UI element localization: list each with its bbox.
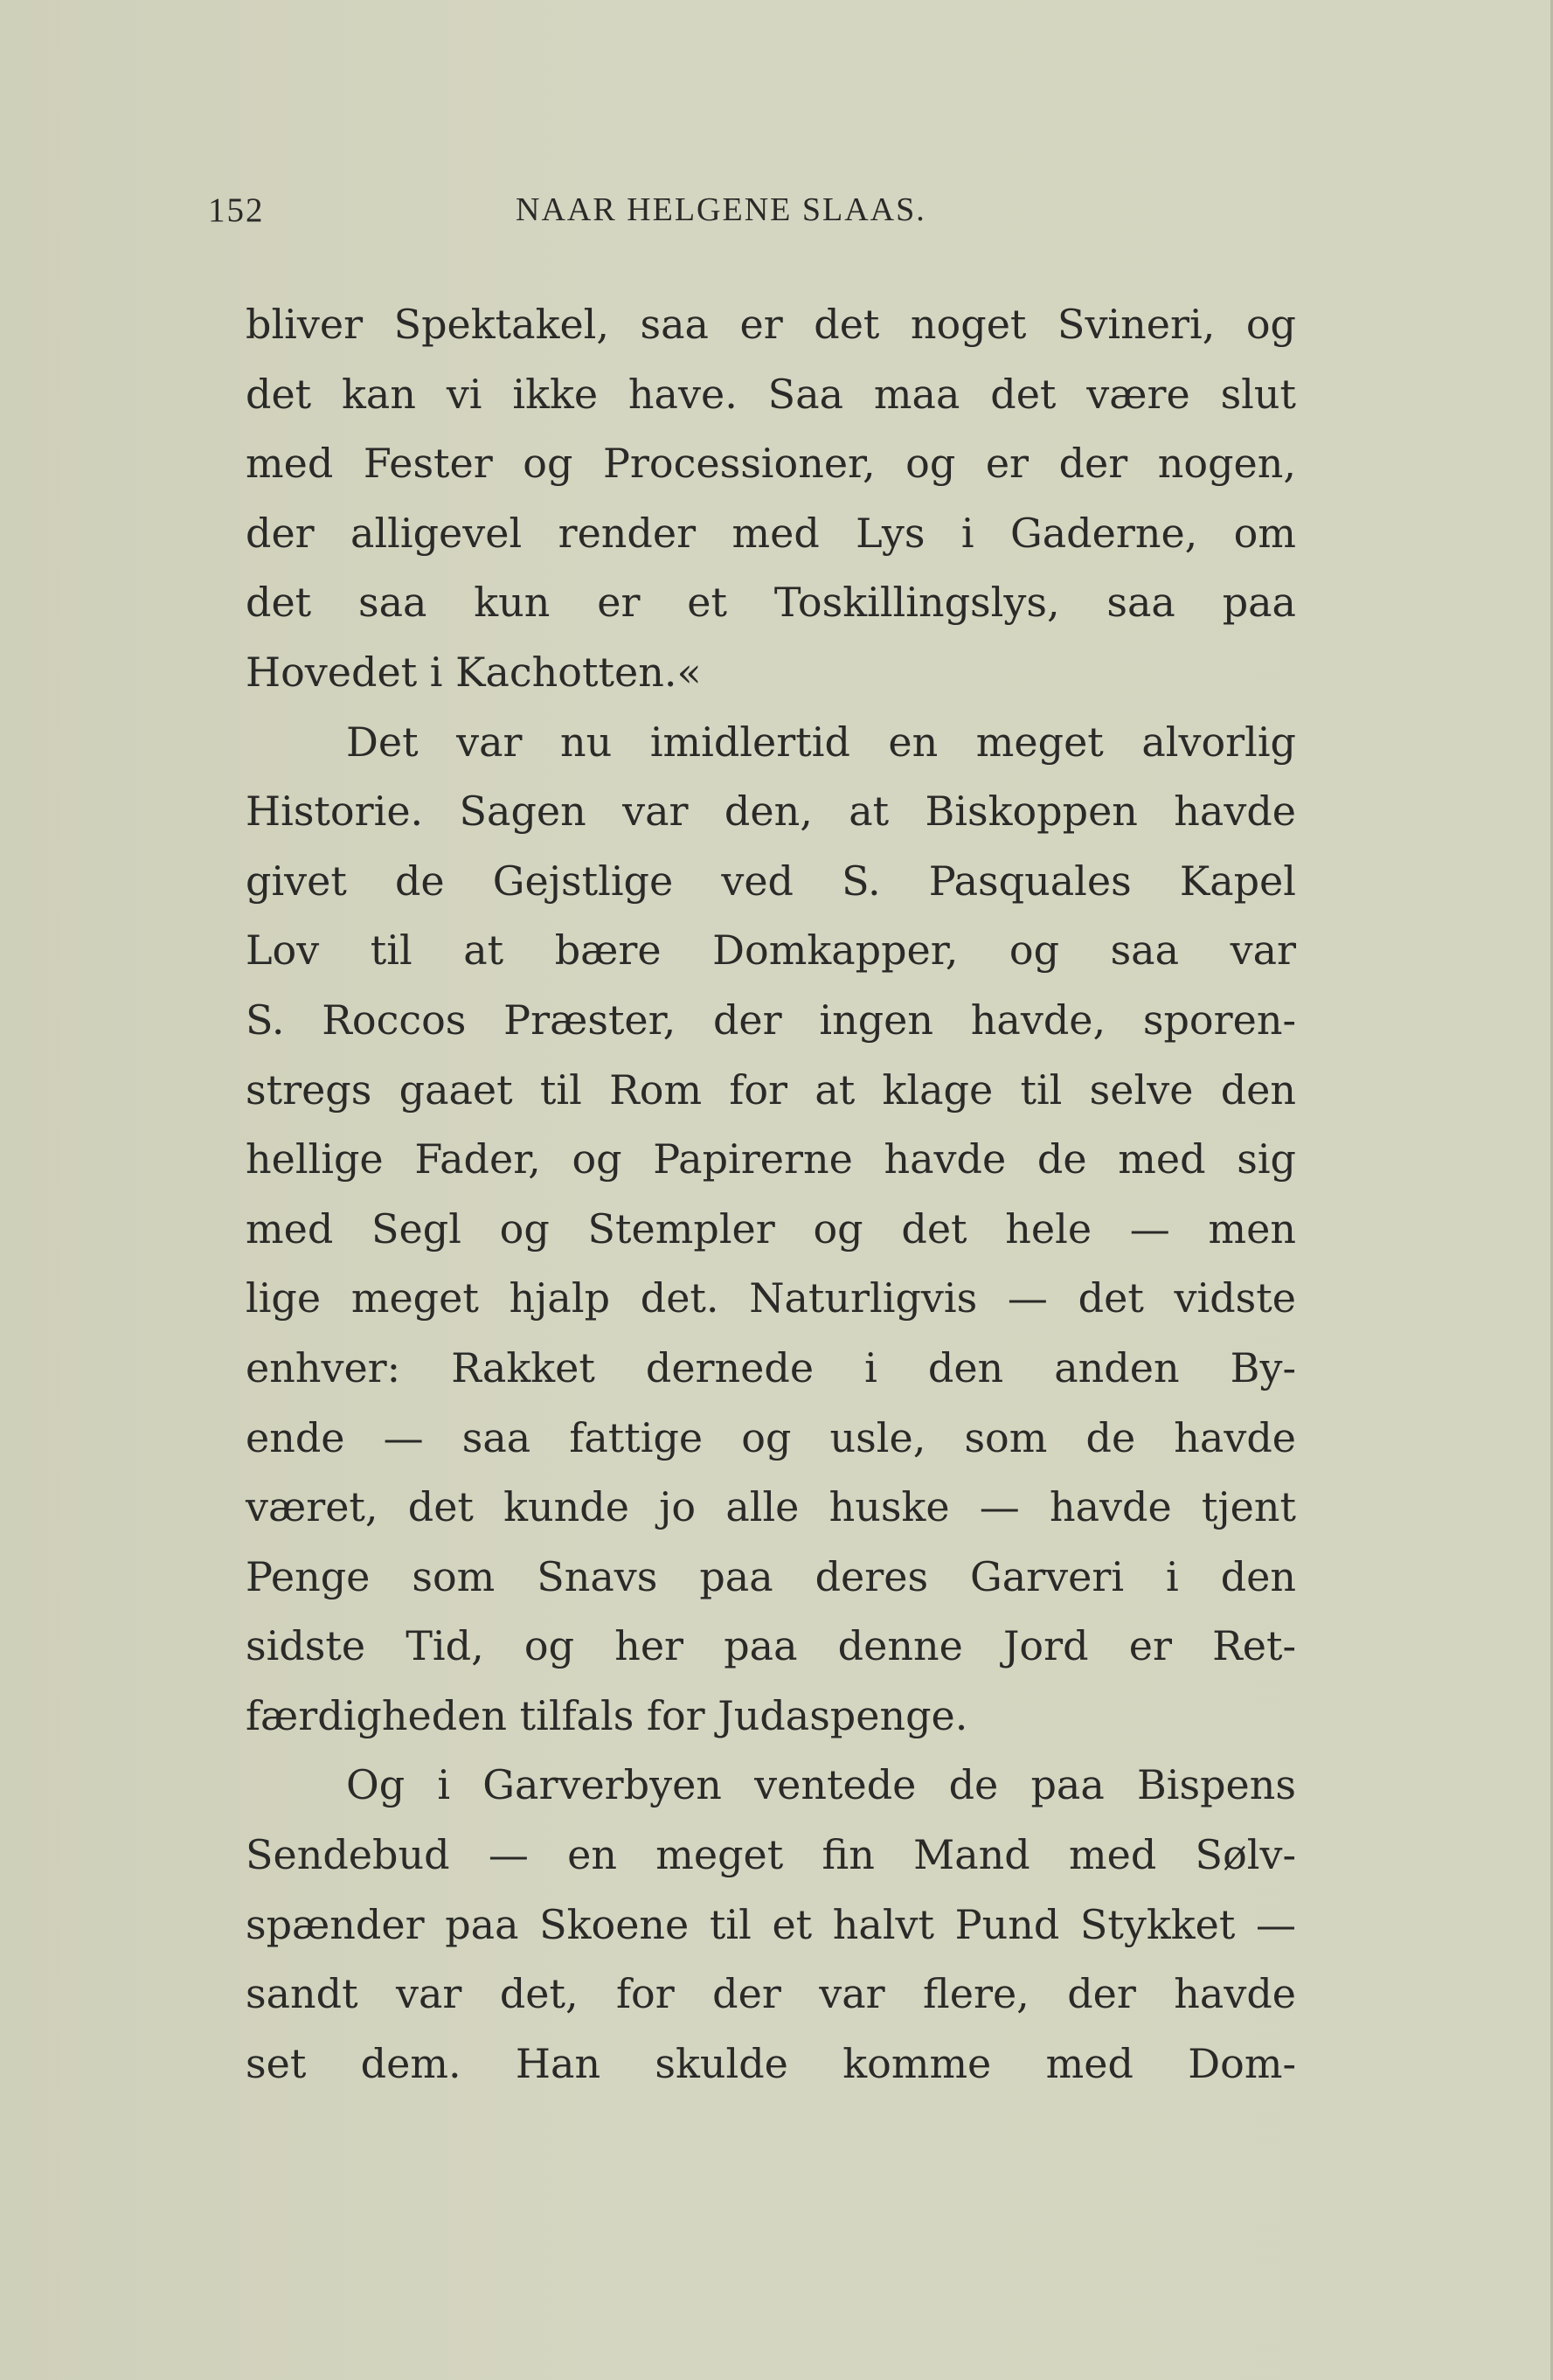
text-line: givet de Gejstlige ved S. Pasquales Kapel bbox=[246, 857, 1296, 905]
text-line: ende — saa fattige og usle, som de havde bbox=[246, 1413, 1296, 1461]
text-line: hellige Fader, og Papirerne havde de med sig bbox=[246, 1135, 1296, 1183]
text-line: sandt var det, for der var flere, der havde bbox=[246, 1970, 1296, 2018]
text-line: Historie. Sagen var den, at Biskoppen havde bbox=[246, 788, 1296, 836]
text-line: Hovedet i Kachotten.« bbox=[246, 648, 702, 696]
text-line: spænder paa Skoene til et halvt Pund Stykket — bbox=[246, 1900, 1296, 1948]
text-line: det saa kun er et Toskillingslys, saa paa bbox=[246, 579, 1296, 627]
text-line: sidste Tid, og her paa denne Jord er Ret- bbox=[246, 1622, 1296, 1670]
text-line: bliver Spektakel, saa er det noget Svineri, og bbox=[246, 301, 1296, 348]
text-line: Sendebud — en meget fin Mand med Sølv- bbox=[246, 1831, 1296, 1879]
text-line: stregs gaaet til Rom for at klage til selve den bbox=[246, 1065, 1296, 1114]
running-title: NAAR HELGENE SLAAS. bbox=[516, 191, 926, 228]
text-line: der alligevel render med Lys i Gaderne, om bbox=[246, 509, 1296, 557]
text-line: med Segl og Stempler og det hele — men bbox=[246, 1204, 1296, 1252]
page-header bbox=[0, 191, 1553, 243]
text-line: S. Roccos Præster, der ingen havde, sporen- bbox=[246, 996, 1296, 1044]
text-line: Penge som Snavs paa deres Garveri i den bbox=[246, 1552, 1296, 1600]
text-line: været, det kunde jo alle huske — havde tjent bbox=[246, 1483, 1296, 1531]
text-line: det kan vi ikke have. Saa maa det være slut bbox=[246, 370, 1296, 418]
text-line: færdigheden tilfals for Judaspenge. bbox=[246, 1691, 968, 1739]
text-line: set dem. Han skulde komme med Dom- bbox=[246, 2039, 1296, 2087]
body-text bbox=[246, 290, 1296, 2099]
text-line: enhver: Rakket dernede i den anden By- bbox=[246, 1343, 1296, 1391]
page-number: 152 bbox=[208, 191, 265, 229]
text-line: Det var nu imidlertid en meget alvorlig bbox=[346, 718, 1296, 766]
text-line: Og i Garverbyen ventede de paa Bispens bbox=[346, 1761, 1296, 1809]
text-line: med Fester og Processioner, og er der nogen, bbox=[246, 440, 1296, 488]
text-line: lige meget hjalp det. Naturligvis — det vidste bbox=[246, 1274, 1296, 1322]
text-line: Lov til at bære Domkapper, og saa var bbox=[246, 926, 1296, 975]
